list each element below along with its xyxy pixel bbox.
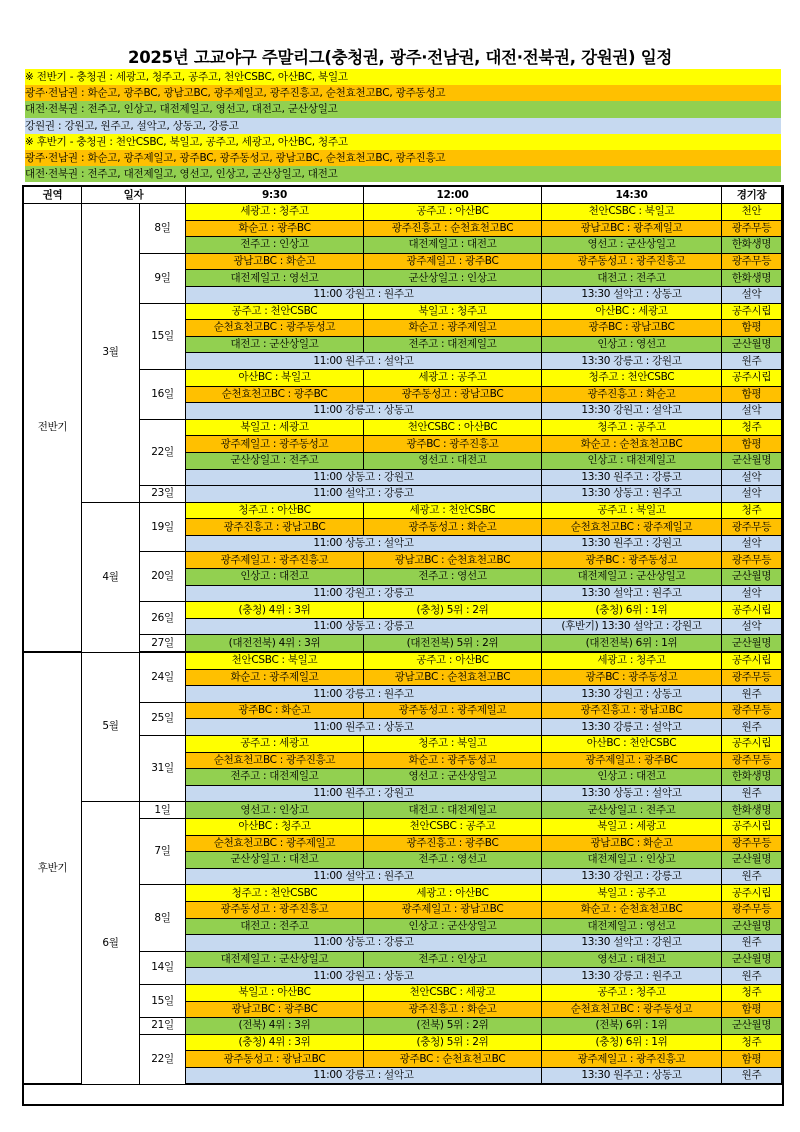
game-cell: 대전고 : 대전제일고 [364, 802, 542, 819]
league-legend [25, 69, 781, 182]
game-cell: 13:30 강원고 : 설악고 [542, 403, 722, 420]
game-cell: 11:00 원주고 : 강원고 [186, 785, 542, 802]
game-cell: 광주BC : 광주동성고 [542, 552, 722, 569]
game-cell: 전주고 : 영선고 [364, 852, 542, 869]
game-cell: 광주동성고 : 광주진흥고 [542, 253, 722, 270]
table-row [24, 652, 782, 669]
day-label: 27일 [140, 635, 186, 652]
game-cell: 11:00 설악고 : 원주고 [186, 868, 542, 885]
game-cell: 13:30 설악고 : 강원고 [542, 935, 722, 952]
game-cell: 11:00 강릉고 : 원주고 [186, 686, 542, 703]
game-cell: 인상고 : 영선고 [542, 336, 722, 353]
venue-cell: 광주무등 [722, 519, 782, 536]
game-cell: 13:30 원주고 : 강원고 [542, 535, 722, 552]
table-row [24, 802, 782, 819]
game-cell: 광남고BC : 순천효천고BC [364, 669, 542, 686]
game-cell: 공주고 : 청주고 [542, 984, 722, 1001]
game-cell: 11:00 상동고 : 설악고 [186, 535, 542, 552]
game-cell: 대전제일고 : 대전고 [364, 237, 542, 254]
game-cell: 전주고 : 인상고 [186, 237, 364, 254]
game-cell: 11:00 상동고 : 강릉고 [186, 618, 542, 635]
day-label: 15일 [140, 303, 186, 369]
game-cell: 북일고 : 세광고 [186, 419, 364, 436]
venue-cell: 함평 [722, 1001, 782, 1018]
header-date: 일자 [82, 187, 186, 204]
game-cell: (충청) 6위 : 1위 [542, 1034, 722, 1051]
game-cell: 화순고 : 순천효천고BC [542, 901, 722, 918]
page-title: 2025년 고교야구 주말리그(충청권, 광주·전남권, 대전·전북권, 강원권) 일정 [128, 48, 672, 67]
venue-cell: 공주시립 [722, 652, 782, 669]
venue-cell: 함평 [722, 436, 782, 453]
game-cell: 광주BC : 순천효천고BC [364, 1051, 542, 1068]
game-cell: 광주동성고 : 광주제일고 [364, 702, 542, 719]
venue-cell: 군산월명 [722, 951, 782, 968]
venue-cell: 공주시립 [722, 885, 782, 902]
venue-cell: 공주시립 [722, 602, 782, 619]
venue-cell: 군산월명 [722, 852, 782, 869]
game-cell: 11:00 강원고 : 상동고 [186, 968, 542, 985]
schedule-table [23, 186, 782, 1085]
game-cell: (충청) 6위 : 1위 [542, 602, 722, 619]
game-cell: (대전전북) 4위 : 3위 [186, 635, 364, 652]
game-cell: 광주진흥고 : 광남고BC [542, 702, 722, 719]
game-cell: 13:30 원주고 : 상동고 [542, 1067, 722, 1084]
game-cell: 순천효천고BC : 광주동성고 [186, 320, 364, 337]
venue-cell: 원주 [722, 935, 782, 952]
game-cell: 순천효천고BC : 광주진흥고 [186, 752, 364, 769]
game-cell: 광주동성고 : 광주진흥고 [186, 901, 364, 918]
game-cell: 청주고 : 아산BC [186, 502, 364, 519]
game-cell: 11:00 강원고 : 강릉고 [186, 585, 542, 602]
game-cell: 화순고 : 광주BC [186, 220, 364, 237]
game-cell: 천안CSBC : 공주고 [364, 818, 542, 835]
game-cell: 군산상일고 : 전주고 [542, 802, 722, 819]
day-label: 20일 [140, 552, 186, 602]
game-cell: 광남고BC : 광주제일고 [542, 220, 722, 237]
game-cell: 청주고 : 북일고 [364, 736, 542, 753]
game-cell: 공주고 : 북일고 [542, 502, 722, 519]
day-label: 21일 [140, 1018, 186, 1035]
game-cell: 13:30 강릉고 : 강원고 [542, 353, 722, 370]
venue-cell: 공주시립 [722, 818, 782, 835]
game-cell: 대전제일고 : 영선고 [542, 918, 722, 935]
section-label: 후반기 [24, 652, 82, 1084]
game-cell: 청주고 : 천안CSBC [186, 885, 364, 902]
game-cell: 북일고 : 아산BC [186, 984, 364, 1001]
game-cell: 13:30 원주고 : 강릉고 [542, 469, 722, 486]
game-cell: 13:30 강원고 : 상동고 [542, 686, 722, 703]
venue-cell: 광주무등 [722, 669, 782, 686]
day-label: 8일 [140, 885, 186, 951]
game-cell: 11:00 강원고 : 원주고 [186, 286, 542, 303]
game-cell: 천안CSBC : 북일고 [542, 204, 722, 221]
venue-cell: 군산월명 [722, 336, 782, 353]
legend-row: 광주·전남권 : 화순고, 광주제일고, 광주BC, 광주동성고, 광남고BC, 순천효천고BC, 광주진흥고 [25, 150, 781, 166]
game-cell: 공주고 : 세광고 [186, 736, 364, 753]
legend-row: 강원권 : 강원고, 원주고, 설악고, 상동고, 강릉고 [25, 118, 781, 134]
legend-row: ※ 전반기 - 충청권 : 세광고, 청주고, 공주고, 천안CSBC, 아산BC, 북일고 [25, 69, 781, 85]
section-label: 전반기 [24, 204, 82, 653]
game-cell: 천안CSBC : 아산BC [364, 419, 542, 436]
game-cell: 11:00 원주고 : 상동고 [186, 719, 542, 736]
game-cell: 11:00 강릉고 : 상동고 [186, 403, 542, 420]
venue-cell: 한화생명 [722, 769, 782, 786]
game-cell: 광주제일고 : 광주BC [542, 752, 722, 769]
venue-cell: 광주무등 [722, 752, 782, 769]
game-cell: 화순고 : 광주동성고 [364, 752, 542, 769]
venue-cell: 한화생명 [722, 237, 782, 254]
game-cell: (전북) 6위 : 1위 [542, 1018, 722, 1035]
game-cell: 13:30 상동고 : 설악고 [542, 785, 722, 802]
day-label: 22일 [140, 1034, 186, 1084]
header-time-1200: 12:00 [364, 187, 542, 204]
game-cell: 광주제일고 : 광주BC [364, 253, 542, 270]
game-cell: 영선고 : 인상고 [186, 802, 364, 819]
venue-cell: 원주 [722, 1067, 782, 1084]
game-cell: 천안CSBC : 세광고 [364, 984, 542, 1001]
venue-cell: 천안 [722, 204, 782, 221]
day-label: 19일 [140, 502, 186, 552]
venue-cell: 청주 [722, 984, 782, 1001]
venue-cell: 광주무등 [722, 220, 782, 237]
legend-row: ※ 후반기 - 충청권 : 천안CSBC, 북일고, 공주고, 세광고, 아산BC, 청주고 [25, 134, 781, 150]
day-label: 1일 [140, 802, 186, 819]
game-cell: 공주고 : 천안CSBC [186, 303, 364, 320]
game-cell: 13:30 설악고 : 상동고 [542, 286, 722, 303]
game-cell: 전주고 : 인상고 [364, 951, 542, 968]
game-cell: 13:30 강릉고 : 설악고 [542, 719, 722, 736]
game-cell: 세광고 : 청주고 [542, 652, 722, 669]
day-label: 15일 [140, 984, 186, 1017]
game-cell: 광주진흥고 : 광남고BC [186, 519, 364, 536]
game-cell: 대전고 : 전주고 [186, 918, 364, 935]
month-label: 3월 [82, 204, 140, 503]
day-label: 16일 [140, 369, 186, 419]
game-cell: 영선고 : 대전고 [364, 452, 542, 469]
game-cell: 광주동성고 : 광남고BC [364, 386, 542, 403]
game-cell: 북일고 : 공주고 [542, 885, 722, 902]
game-cell: 세광고 : 청주고 [186, 204, 364, 221]
venue-cell: 군산월명 [722, 569, 782, 586]
game-cell: 광남고BC : 화순고 [542, 835, 722, 852]
game-cell: 화순고 : 광주제일고 [186, 669, 364, 686]
venue-cell: 청주 [722, 502, 782, 519]
venue-cell: 광주무등 [722, 901, 782, 918]
venue-cell: 군산월명 [722, 635, 782, 652]
game-cell: 아산BC : 북일고 [186, 369, 364, 386]
day-label: 25일 [140, 702, 186, 735]
venue-cell: 군산월명 [722, 918, 782, 935]
day-label: 23일 [140, 486, 186, 503]
game-cell: 11:00 상동고 : 강릉고 [186, 935, 542, 952]
game-cell: (전북) 4위 : 3위 [186, 1018, 364, 1035]
game-cell: 광주동성고 : 광남고BC [186, 1051, 364, 1068]
game-cell: 대전제일고 : 군산상일고 [542, 569, 722, 586]
table-row [24, 204, 782, 221]
game-cell: 세광고 : 공주고 [364, 369, 542, 386]
game-cell: 전주고 : 대전제일고 [364, 336, 542, 353]
game-cell: 아산BC : 청주고 [186, 818, 364, 835]
day-label: 9일 [140, 253, 186, 303]
game-cell: 대전제일고 : 인상고 [542, 852, 722, 869]
legend-row: 광주·전남권 : 화순고, 광주BC, 광남고BC, 광주제일고, 광주진흥고, 순천효천고BC, 광주동성고 [25, 85, 781, 101]
venue-cell: 한화생명 [722, 270, 782, 287]
game-cell: 11:00 강릉고 : 설악고 [186, 1067, 542, 1084]
day-label: 31일 [140, 736, 186, 802]
game-cell: 대전고 : 군산상일고 [186, 336, 364, 353]
venue-cell: 한화생명 [722, 802, 782, 819]
game-cell: 전주고 : 영선고 [364, 569, 542, 586]
game-cell: 광주제일고 : 광주동성고 [186, 436, 364, 453]
game-cell: 대전고 : 전주고 [542, 270, 722, 287]
game-cell: 세광고 : 아산BC [364, 885, 542, 902]
game-cell: 광남고BC : 광주BC [186, 1001, 364, 1018]
venue-cell: 원주 [722, 785, 782, 802]
day-label: 8일 [140, 204, 186, 254]
game-cell: 인상고 : 대전고 [542, 769, 722, 786]
month-label: 4월 [82, 502, 140, 652]
legend-row: 대전·전북권 : 전주고, 인상고, 대전제일고, 영선고, 대전고, 군산상일고 [25, 101, 781, 117]
venue-cell: 광주무등 [722, 702, 782, 719]
game-cell: 11:00 원주고 : 설악고 [186, 353, 542, 370]
game-cell: 청주고 : 공주고 [542, 419, 722, 436]
header-venue: 경기장 [722, 187, 782, 204]
game-cell: (후반기) 13:30 설악고 : 강원고 [542, 618, 722, 635]
game-cell: 광주진흥고 : 광주BC [364, 835, 542, 852]
header-time-1430: 14:30 [542, 187, 722, 204]
game-cell: 인상고 : 대전제일고 [542, 452, 722, 469]
day-label: 22일 [140, 419, 186, 485]
venue-cell: 설악 [722, 535, 782, 552]
game-cell: 화순고 : 순천효천고BC [542, 436, 722, 453]
game-cell: 인상고 : 군산상일고 [364, 918, 542, 935]
venue-cell: 함평 [722, 320, 782, 337]
game-cell: (충청) 5위 : 2위 [364, 1034, 542, 1051]
header-region: 권역 [24, 187, 82, 204]
game-cell: 13:30 상동고 : 원주고 [542, 486, 722, 503]
game-cell: 영선고 : 군산상일고 [542, 237, 722, 254]
game-cell: 아산BC : 세광고 [542, 303, 722, 320]
game-cell: 대전제일고 : 영선고 [186, 270, 364, 287]
venue-cell: 설악 [722, 618, 782, 635]
venue-cell: 공주시립 [722, 369, 782, 386]
game-cell: 순천효천고BC : 광주제일고 [542, 519, 722, 536]
game-cell: 순천효천고BC : 광주BC [186, 386, 364, 403]
venue-cell: 군산월명 [722, 452, 782, 469]
venue-cell: 원주 [722, 968, 782, 985]
game-cell: 광주진흥고 : 화순고 [542, 386, 722, 403]
game-cell: 세광고 : 천안CSBC [364, 502, 542, 519]
venue-cell: 군산월명 [722, 1018, 782, 1035]
game-cell: 공주고 : 아산BC [364, 204, 542, 221]
venue-cell: 설악 [722, 585, 782, 602]
game-cell: 광주동성고 : 화순고 [364, 519, 542, 536]
venue-cell: 광주무등 [722, 552, 782, 569]
game-cell: (대전전북) 5위 : 2위 [364, 635, 542, 652]
game-cell: 아산BC : 천안CSBC [542, 736, 722, 753]
legend-row: 대전·전북권 : 전주고, 대전제일고, 영선고, 인상고, 군산상일고, 대전고 [25, 166, 781, 182]
venue-cell: 함평 [722, 386, 782, 403]
venue-cell: 설악 [722, 286, 782, 303]
game-cell: 13:30 강원고 : 강릉고 [542, 868, 722, 885]
game-cell: 군산상일고 : 전주고 [186, 452, 364, 469]
game-cell: (충청) 5위 : 2위 [364, 602, 542, 619]
game-cell: 광주진흥고 : 화순고 [364, 1001, 542, 1018]
game-cell: 순천효천고BC : 광주제일고 [186, 835, 364, 852]
game-cell: 전주고 : 대전제일고 [186, 769, 364, 786]
game-cell: 인상고 : 대전고 [186, 569, 364, 586]
game-cell: 11:00 설악고 : 강릉고 [186, 486, 542, 503]
venue-cell: 공주시립 [722, 303, 782, 320]
game-cell: 광남고BC : 화순고 [186, 253, 364, 270]
game-cell: 11:00 상동고 : 강원고 [186, 469, 542, 486]
game-cell: 영선고 : 대전고 [542, 951, 722, 968]
day-label: 7일 [140, 818, 186, 884]
game-cell: 광주BC : 광남고BC [542, 320, 722, 337]
table-header-row [24, 187, 782, 204]
header-time-0930: 9:30 [186, 187, 364, 204]
game-cell: 청주고 : 천안CSBC [542, 369, 722, 386]
game-cell: 광주제일고 : 광주진흥고 [542, 1051, 722, 1068]
venue-cell: 공주시립 [722, 736, 782, 753]
venue-cell: 설악 [722, 403, 782, 420]
game-cell: 천안CSBC : 북일고 [186, 652, 364, 669]
game-cell: 광주진흥고 : 순천효천고BC [364, 220, 542, 237]
venue-cell: 원주 [722, 686, 782, 703]
venue-cell: 설악 [722, 486, 782, 503]
game-cell: 군산상일고 : 대전고 [186, 852, 364, 869]
game-cell: 광주BC : 화순고 [186, 702, 364, 719]
venue-cell: 원주 [722, 353, 782, 370]
venue-cell: 원주 [722, 868, 782, 885]
game-cell: (전북) 5위 : 2위 [364, 1018, 542, 1035]
game-cell: 영선고 : 군산상일고 [364, 769, 542, 786]
month-label: 6월 [82, 802, 140, 1085]
game-cell: 광주제일고 : 광남고BC [364, 901, 542, 918]
venue-cell: 원주 [722, 719, 782, 736]
month-label: 5월 [82, 652, 140, 802]
game-cell: (충청) 4위 : 3위 [186, 602, 364, 619]
venue-cell: 청주 [722, 419, 782, 436]
game-cell: 광남고BC : 순천효천고BC [364, 552, 542, 569]
day-label: 24일 [140, 652, 186, 702]
table-row [24, 502, 782, 519]
game-cell: 광주BC : 광주진흥고 [364, 436, 542, 453]
game-cell: 북일고 : 청주고 [364, 303, 542, 320]
game-cell: 광주제일고 : 광주진흥고 [186, 552, 364, 569]
game-cell: 공주고 : 아산BC [364, 652, 542, 669]
game-cell: 군산상일고 : 인상고 [364, 270, 542, 287]
game-cell: 순천효천고BC : 광주동성고 [542, 1001, 722, 1018]
venue-cell: 광주무등 [722, 253, 782, 270]
game-cell: (충청) 4위 : 3위 [186, 1034, 364, 1051]
game-cell: (대전전북) 6위 : 1위 [542, 635, 722, 652]
game-cell: 광주BC : 광주동성고 [542, 669, 722, 686]
day-label: 26일 [140, 602, 186, 635]
day-label: 14일 [140, 951, 186, 984]
game-cell: 북일고 : 세광고 [542, 818, 722, 835]
venue-cell: 청주 [722, 1034, 782, 1051]
game-cell: 화순고 : 광주제일고 [364, 320, 542, 337]
game-cell: 13:30 강릉고 : 원주고 [542, 968, 722, 985]
game-cell: 13:30 설악고 : 원주고 [542, 585, 722, 602]
game-cell: 대전제일고 : 군산상일고 [186, 951, 364, 968]
venue-cell: 설악 [722, 469, 782, 486]
venue-cell: 광주무등 [722, 835, 782, 852]
venue-cell: 함평 [722, 1051, 782, 1068]
